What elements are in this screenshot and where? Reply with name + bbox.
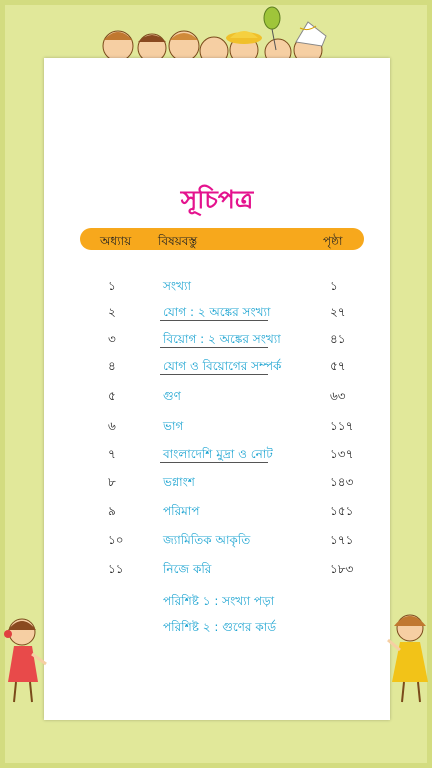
girl-illustration-left [2,602,48,712]
chapter-number: ৯ [108,504,116,518]
girl-illustration-right [386,600,432,710]
chapter-topic[interactable]: সংখ্যা [163,279,191,293]
chapter-number: ৬ [108,419,116,433]
page-title: সূচিপত্র [180,185,254,214]
chapter-number: ১০ [108,533,124,547]
topic-underline [160,462,268,463]
toc-row[interactable] [0,474,432,498]
toc-row[interactable] [0,418,432,442]
chapter-page: ৬৩ [330,389,346,403]
chapter-topic[interactable]: যোগ ও বিয়োগের সম্পর্ক [163,359,282,373]
chapter-topic[interactable]: ভাগ [163,419,184,433]
topic-underline [160,320,268,321]
chapter-page: ১৩৭ [330,447,354,461]
chapter-page: ১৮৩ [330,562,354,576]
chapter-topic[interactable]: যোগ : ২ অঙ্কের সংখ্যা [163,305,271,319]
chapter-topic[interactable]: নিজে করি [163,562,212,576]
toc-row[interactable] [0,532,432,556]
chapter-number: ৩ [108,332,116,346]
chapter-topic[interactable]: গুণ [163,389,181,403]
chapter-number: ২ [108,305,116,319]
chapter-topic[interactable]: জ্যামিতিক আকৃতি [163,533,251,547]
chapter-page: ১৭১ [330,533,354,547]
header-subject: বিষয়বস্তু [158,234,198,248]
chapter-number: ৫ [108,389,116,403]
topic-underline [160,347,268,348]
chapter-number: ৪ [108,359,116,373]
appendix-item[interactable]: পরিশিষ্ট ২ : গুণের কার্ড [163,620,277,634]
chapter-topic[interactable]: বিয়োগ : ২ অঙ্কের সংখ্যা [163,332,281,346]
chapter-number: ১১ [108,562,124,576]
chapter-topic[interactable]: ভগ্নাংশ [163,475,195,489]
toc-row[interactable] [0,304,432,328]
header-chapter: অধ্যায় [100,234,132,248]
toc-row[interactable] [0,561,432,585]
topic-underline [160,374,268,375]
toc-row[interactable] [0,278,432,302]
toc-row[interactable] [0,331,432,355]
chapter-page: ৪১ [330,332,346,346]
chapter-page: ২৭ [330,305,346,319]
chapter-number: ১ [108,279,116,293]
chapter-number: ৮ [108,475,116,489]
toc-row[interactable] [0,446,432,470]
toc-row[interactable] [0,388,432,412]
chapter-topic[interactable]: পরিমাপ [163,504,200,518]
chapter-topic[interactable]: বাংলাদেশি মুদ্রা ও নোট [163,447,273,461]
chapter-page: ১৪৩ [330,475,354,489]
header-page: পৃষ্ঠা [323,234,343,248]
chapter-page: ৫৭ [330,359,346,373]
chapter-number: ৭ [108,447,116,461]
chapter-page: ১১৭ [330,419,354,433]
chapter-page: ১৫১ [330,504,354,518]
appendix-item[interactable]: পরিশিষ্ট ১ : সংখ্যা পড়া [163,594,275,608]
toc-row[interactable] [0,358,432,382]
chapter-page: ১ [330,279,338,293]
toc-row[interactable] [0,503,432,527]
